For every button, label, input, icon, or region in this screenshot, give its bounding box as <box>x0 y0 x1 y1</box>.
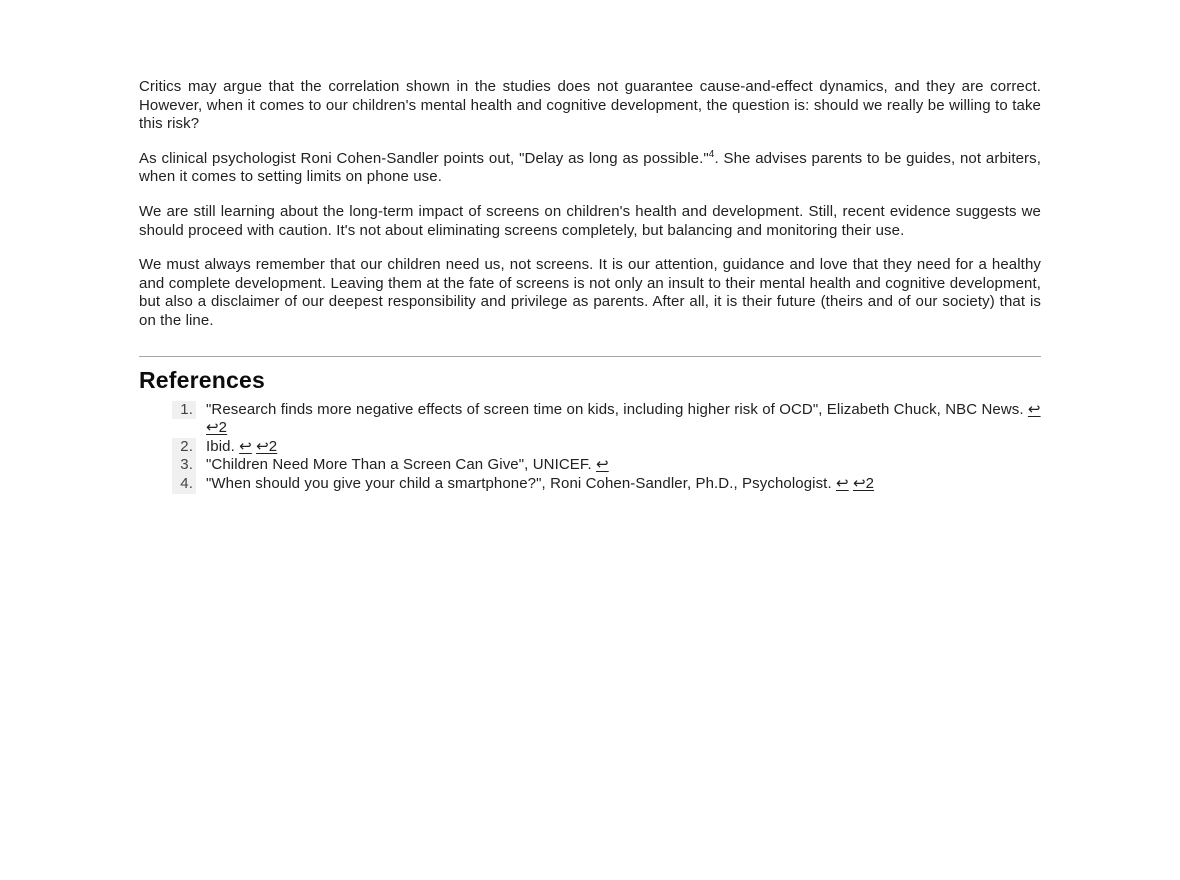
references-heading: References <box>139 366 266 393</box>
footnote-backlink[interactable]: ↩ <box>836 474 849 492</box>
reference-text: Ibid. <box>206 437 235 455</box>
references-list <box>139 401 1041 494</box>
body-paragraph-3: We are still learning about the long-term impact of screens on children's health and development. Still, recent evidence suggests we should proceed with caution. It's not about eliminating screens completely, but balancing and monitoring their use. <box>139 202 1041 239</box>
footnote-reference-4[interactable]: 4 <box>708 148 715 160</box>
reference-number: 4. <box>172 475 196 494</box>
footnote-backlink[interactable]: ↩ <box>596 456 609 474</box>
reference-number: 2. <box>172 438 196 457</box>
reference-text: "Children Need More Than a Screen Can Give", UNICEF. <box>206 456 592 474</box>
footnote-backlink-2[interactable]: ↩2 <box>206 419 228 437</box>
document-page <box>139 0 1041 494</box>
reference-text: "Research finds more negative effects of screen time on kids, including higher risk of OCD", Elizabeth Chuck, NBC News. <box>206 400 1024 418</box>
reference-text: "When should you give your child a smartphone?", Roni Cohen-Sandler, Ph.D., Psychologist. <box>206 474 832 492</box>
footnote-backlink[interactable]: ↩ <box>1027 400 1041 418</box>
reference-item-3 <box>172 456 1041 475</box>
reference-item-4 <box>172 475 1041 494</box>
reference-number: 1. <box>172 401 196 420</box>
reference-number: 3. <box>172 456 196 475</box>
reference-body <box>206 475 1041 494</box>
footnote-backlink-2[interactable]: ↩2 <box>256 437 278 455</box>
body-paragraph-2 <box>139 150 1041 187</box>
reference-item-2 <box>172 438 1041 457</box>
paragraph-text: . She advises parents to be guides, not arbiters, when it comes to setting limits on phone use. <box>139 149 1041 186</box>
section-divider <box>139 356 1041 357</box>
paragraph-text: As clinical psychologist Roni Cohen-Sandler points out, "Delay as long as possible." <box>139 149 709 167</box>
footnote-backlink-2[interactable]: ↩2 <box>852 474 875 492</box>
reference-body <box>206 456 1041 475</box>
reference-body <box>206 438 1041 457</box>
body-paragraph-1: Critics may argue that the correlation shown in the studies does not guarantee cause-and-effect dynamics, and they are correct. However, when it comes to our children's mental health and cognitive development, the question is: should we really be willing to take this risk? <box>139 78 1041 133</box>
reference-item-1 <box>172 401 1041 438</box>
body-paragraph-4: We must always remember that our children need us, not screens. It is our attention, guidance and love that they need for a healthy and complete development. Leaving them at the fate of screens is not only an insult to their mental health and cognitive development, but also a disclaimer of our deepest responsibility and privilege as parents. After all, it is their future (theirs and of our society) that is on the line. <box>139 256 1041 329</box>
footnote-backlink[interactable]: ↩ <box>239 437 252 455</box>
reference-body <box>206 401 1041 438</box>
